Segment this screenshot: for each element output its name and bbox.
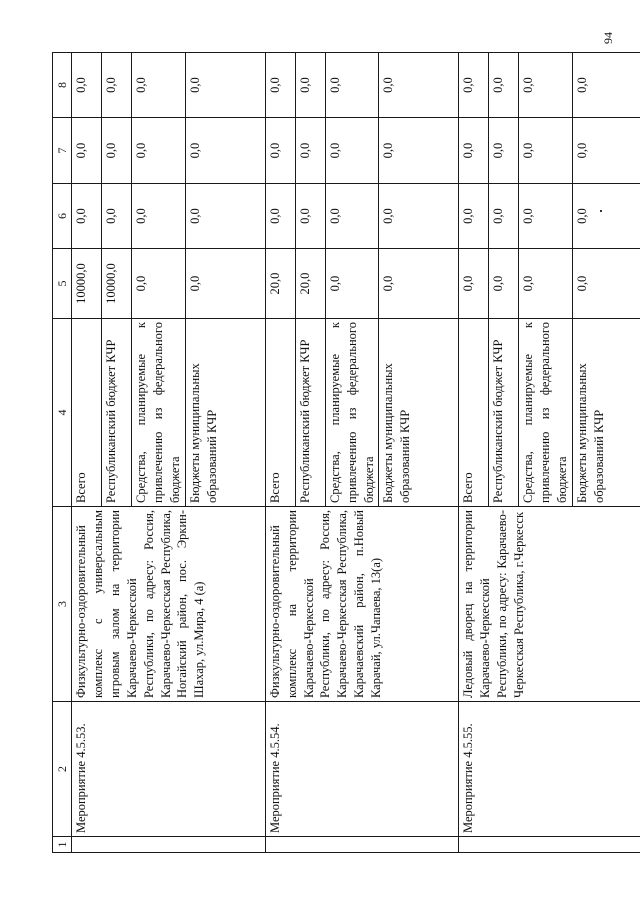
value-col-8: 0,0 xyxy=(185,53,265,118)
funding-source: Бюджеты муниципальных образований КЧР xyxy=(379,319,459,507)
activity-description: Физкультурно-оздоровительный комплекс на территории Карачаево-Черкесской Республики, по адресу: Россия, Карачаево-Черкесская Республика, Карачаевский район, п.Новый Карачай, ул.Чапаева, 13(а) xyxy=(265,507,459,702)
activity-description: Физкультурно-оздоровительный комплекс с универсальным игровым залом на территории Карачаево-Черкесской Республики, по адресу: Россия, Карачаево-Черкесская Республика, Ногайский район, пос. Эркин-Шахар, ул.Мира, 4 (а) xyxy=(72,507,266,702)
rotated-table-sheet xyxy=(52,53,606,853)
value-col-6: 0,0 xyxy=(72,184,102,249)
value-col-8: 0,0 xyxy=(132,53,186,118)
funding-source: Бюджеты муниципальных образований КЧР xyxy=(185,319,265,507)
value-col-8: 0,0 xyxy=(459,53,489,118)
funding-source: Средства, планируемые к привлечению из федерального бюджета xyxy=(519,319,573,507)
funding-source: Всего xyxy=(459,319,489,507)
header-col-4: 4 xyxy=(53,319,72,507)
funding-source: Республиканский бюджет КЧР xyxy=(295,319,325,507)
value-col-7: 0,0 xyxy=(295,118,325,184)
value-col-6: 0,0 xyxy=(295,184,325,249)
page-number: 94 xyxy=(601,32,615,44)
value-col-6: 0,0 xyxy=(265,184,295,249)
value-col-6: 0,0 xyxy=(489,184,519,249)
value-col-8: 0,0 xyxy=(72,53,102,118)
table-row xyxy=(459,53,489,853)
header-col-5: 5 xyxy=(53,249,72,319)
funding-source: Средства, планируемые к привлечению из федерального бюджета xyxy=(325,319,379,507)
budget-table xyxy=(52,52,640,853)
value-col-5: 10000,0 xyxy=(102,249,132,319)
value-col-5: 10000,0 xyxy=(72,249,102,319)
value-col-7: 0,0 xyxy=(489,118,519,184)
header-col-1: 1 xyxy=(53,837,72,853)
header-col-3: 3 xyxy=(53,507,72,702)
value-col-8: 0,0 xyxy=(325,53,379,118)
value-col-5: 20,0 xyxy=(295,249,325,319)
value-col-5: 20,0 xyxy=(265,249,295,319)
value-col-8: 0,0 xyxy=(102,53,132,118)
activity-code: Мероприятие 4.5.54. xyxy=(265,702,459,837)
value-col-8: 0,0 xyxy=(489,53,519,118)
blank-cell xyxy=(459,837,640,853)
value-col-5: 0,0 xyxy=(489,249,519,319)
table-row xyxy=(265,53,295,853)
funding-source: Республиканский бюджет КЧР xyxy=(489,319,519,507)
value-col-7: 0,0 xyxy=(102,118,132,184)
value-col-8: 0,0 xyxy=(379,53,459,118)
value-col-8: 0,0 xyxy=(519,53,573,118)
blank-cell xyxy=(72,837,266,853)
value-col-7: 0,0 xyxy=(185,118,265,184)
value-col-5: 0,0 xyxy=(379,249,459,319)
value-col-6: 0,0 xyxy=(573,184,640,249)
activity-code: Мероприятие 4.5.53. xyxy=(72,702,266,837)
value-col-5: 0,0 xyxy=(325,249,379,319)
activity-description: Ледовый дворец на территории Карачаево-Черкесской Республики, по адресу: Карачаево-Черкесская Республика, г.Черкесск xyxy=(459,507,640,702)
header-col-6: 6 xyxy=(53,184,72,249)
value-col-6: 0,0 xyxy=(459,184,489,249)
value-col-5: 0,0 xyxy=(573,249,640,319)
value-col-7: 0,0 xyxy=(459,118,489,184)
value-col-6: 0,0 xyxy=(379,184,459,249)
value-col-6: 0,0 xyxy=(185,184,265,249)
table-row xyxy=(72,53,102,853)
header-row xyxy=(53,53,72,853)
value-col-5: 0,0 xyxy=(185,249,265,319)
header-col-7: 7 xyxy=(53,118,72,184)
funding-source: Всего xyxy=(72,319,102,507)
blank-cell xyxy=(265,837,459,853)
value-col-5: 0,0 xyxy=(459,249,489,319)
funding-source: Всего xyxy=(265,319,295,507)
header-col-2: 2 xyxy=(53,702,72,837)
value-col-6: 0,0 xyxy=(519,184,573,249)
value-col-6: 0,0 xyxy=(325,184,379,249)
funding-source: Средства, планируемые к привлечению из федерального бюджета xyxy=(132,319,186,507)
funding-source: Республиканский бюджет КЧР xyxy=(102,319,132,507)
value-col-7: 0,0 xyxy=(573,118,640,184)
value-col-7: 0,0 xyxy=(72,118,102,184)
value-col-8: 0,0 xyxy=(295,53,325,118)
value-col-7: 0,0 xyxy=(519,118,573,184)
value-col-8: 0,0 xyxy=(573,53,640,118)
value-col-6: 0,0 xyxy=(102,184,132,249)
value-col-7: 0,0 xyxy=(132,118,186,184)
value-col-5: 0,0 xyxy=(519,249,573,319)
value-col-8: 0,0 xyxy=(265,53,295,118)
value-col-5: 0,0 xyxy=(132,249,186,319)
activity-code: Мероприятие 4.5.55. xyxy=(459,702,640,837)
header-col-8: 8 xyxy=(53,53,72,118)
value-col-6: 0,0 xyxy=(132,184,186,249)
value-col-7: 0,0 xyxy=(265,118,295,184)
funding-source: Бюджеты муниципальных образований КЧР xyxy=(573,319,640,507)
value-col-7: 0,0 xyxy=(325,118,379,184)
value-col-7: 0,0 xyxy=(379,118,459,184)
